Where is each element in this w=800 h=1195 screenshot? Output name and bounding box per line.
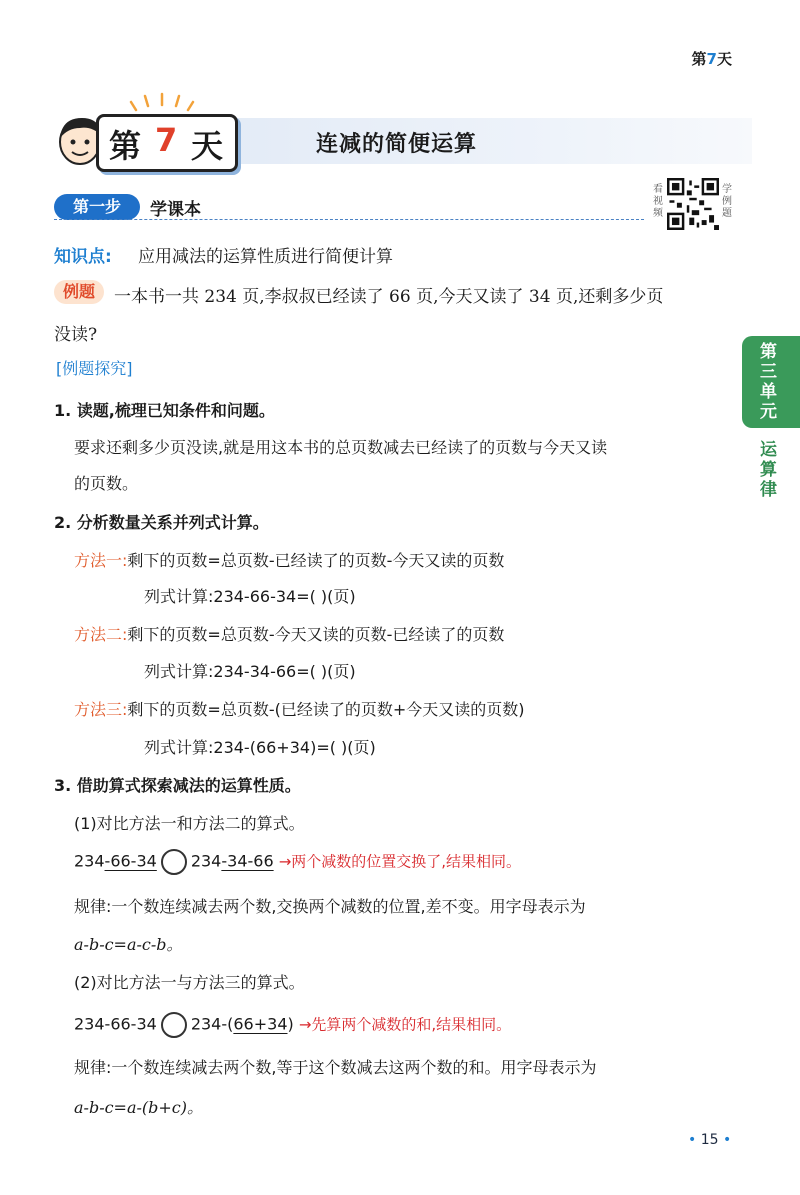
qr-right-caption: 学例题 bbox=[722, 184, 732, 219]
step-divider bbox=[54, 219, 644, 221]
header-day-label: 第7天 bbox=[691, 50, 732, 68]
section-2-heading: 2. 分析数量关系并列式计算。 bbox=[54, 513, 269, 532]
section-1-heading: 1. 读题,梳理已知条件和问题。 bbox=[54, 401, 275, 420]
qr-code-icon[interactable] bbox=[667, 178, 719, 230]
page-number: • 15 • bbox=[688, 1132, 732, 1148]
rule-2-line-1: 规律:一个数连续减去两个数,等于这个数减去这两个数的和。用字母表示为 bbox=[74, 1058, 597, 1077]
compare-note-2: →先算两个减数的和,结果相同。 bbox=[298, 1015, 512, 1034]
compare-note-1: →两个减数的位置交换了,结果相同。 bbox=[278, 852, 522, 871]
unit-tab-label: 第三单元 bbox=[760, 342, 777, 422]
method-3-label: 方法三: bbox=[74, 700, 128, 719]
method-1-calc: 列式计算:234-66-34=( )(页) bbox=[144, 587, 356, 606]
step-label: 学课本 bbox=[150, 200, 201, 220]
unit-tab[interactable] bbox=[742, 336, 800, 428]
method-2 bbox=[74, 622, 504, 645]
example-line-1: 一本书一共 234 页,李叔叔已经读了 66 页,今天又读了 34 页,还剩多少页 bbox=[114, 287, 664, 307]
section-1-line-2: 的页数。 bbox=[74, 474, 139, 493]
lesson-title: 连减的简便运算 bbox=[316, 132, 478, 157]
method-1-label: 方法一: bbox=[74, 551, 128, 570]
compare-circle-1[interactable] bbox=[161, 849, 187, 875]
unit-subtitle: 运算律 bbox=[760, 440, 777, 500]
knowledge-label: 知识点: bbox=[54, 247, 112, 267]
compare-row-1: 234-66-34 234-34-66 →两个减数的位置交换了,结果相同。 bbox=[74, 849, 521, 875]
example-tag: 例题 bbox=[54, 280, 104, 304]
compare-row-2: 234-66-34 234-(66+34) →先算两个减数的和,结果相同。 bbox=[74, 1012, 511, 1038]
method-2-calc: 列式计算:234-34-66=( )(页) bbox=[144, 662, 356, 681]
method-3-calc: 列式计算:234-(66+34)=( )(页) bbox=[144, 738, 376, 757]
knowledge-text: 应用减法的运算性质进行简便计算 bbox=[138, 247, 393, 267]
compare-circle-2[interactable] bbox=[161, 1012, 187, 1038]
qr-left-caption: 看视频 bbox=[653, 184, 663, 219]
rule-1-line-1: 规律:一个数连续减去两个数,交换两个减数的位置,差不变。用字母表示为 bbox=[74, 897, 586, 916]
section-3-sub-2: (2)对比方法一与方法三的算式。 bbox=[74, 973, 305, 992]
method-3-relation: 剩下的页数=总页数-(已经读了的页数+今天又读的页数) bbox=[127, 700, 525, 719]
method-1 bbox=[74, 548, 504, 571]
rule-2-line-2: a-b-c=a-(b+c)。 bbox=[74, 1098, 204, 1117]
example-line-2: 没读? bbox=[54, 325, 98, 345]
section-1-line-1: 要求还剩多少页没读,就是用这本书的总页数减去已经读了的页数与今天又读 bbox=[74, 438, 608, 457]
method-2-relation: 剩下的页数=总页数-今天又读的页数-已经读了的页数 bbox=[127, 625, 505, 644]
section-3-sub-1: (1)对比方法一和方法二的算式。 bbox=[74, 814, 305, 833]
step-badge: 第一步 bbox=[54, 194, 140, 220]
sun-rays-icon bbox=[128, 90, 198, 112]
method-1-relation: 剩下的页数=总页数-已经读了的页数-今天又读的页数 bbox=[127, 551, 505, 570]
section-3-heading: 3. 借助算式探索减法的运算性质。 bbox=[54, 776, 301, 795]
method-2-label: 方法二: bbox=[74, 625, 128, 644]
explore-heading: [例题探究] bbox=[56, 359, 133, 378]
day-number-box: 第 7 天 bbox=[96, 114, 238, 172]
rule-1-line-2: a-b-c=a-c-b。 bbox=[74, 935, 183, 954]
method-3 bbox=[74, 697, 524, 720]
